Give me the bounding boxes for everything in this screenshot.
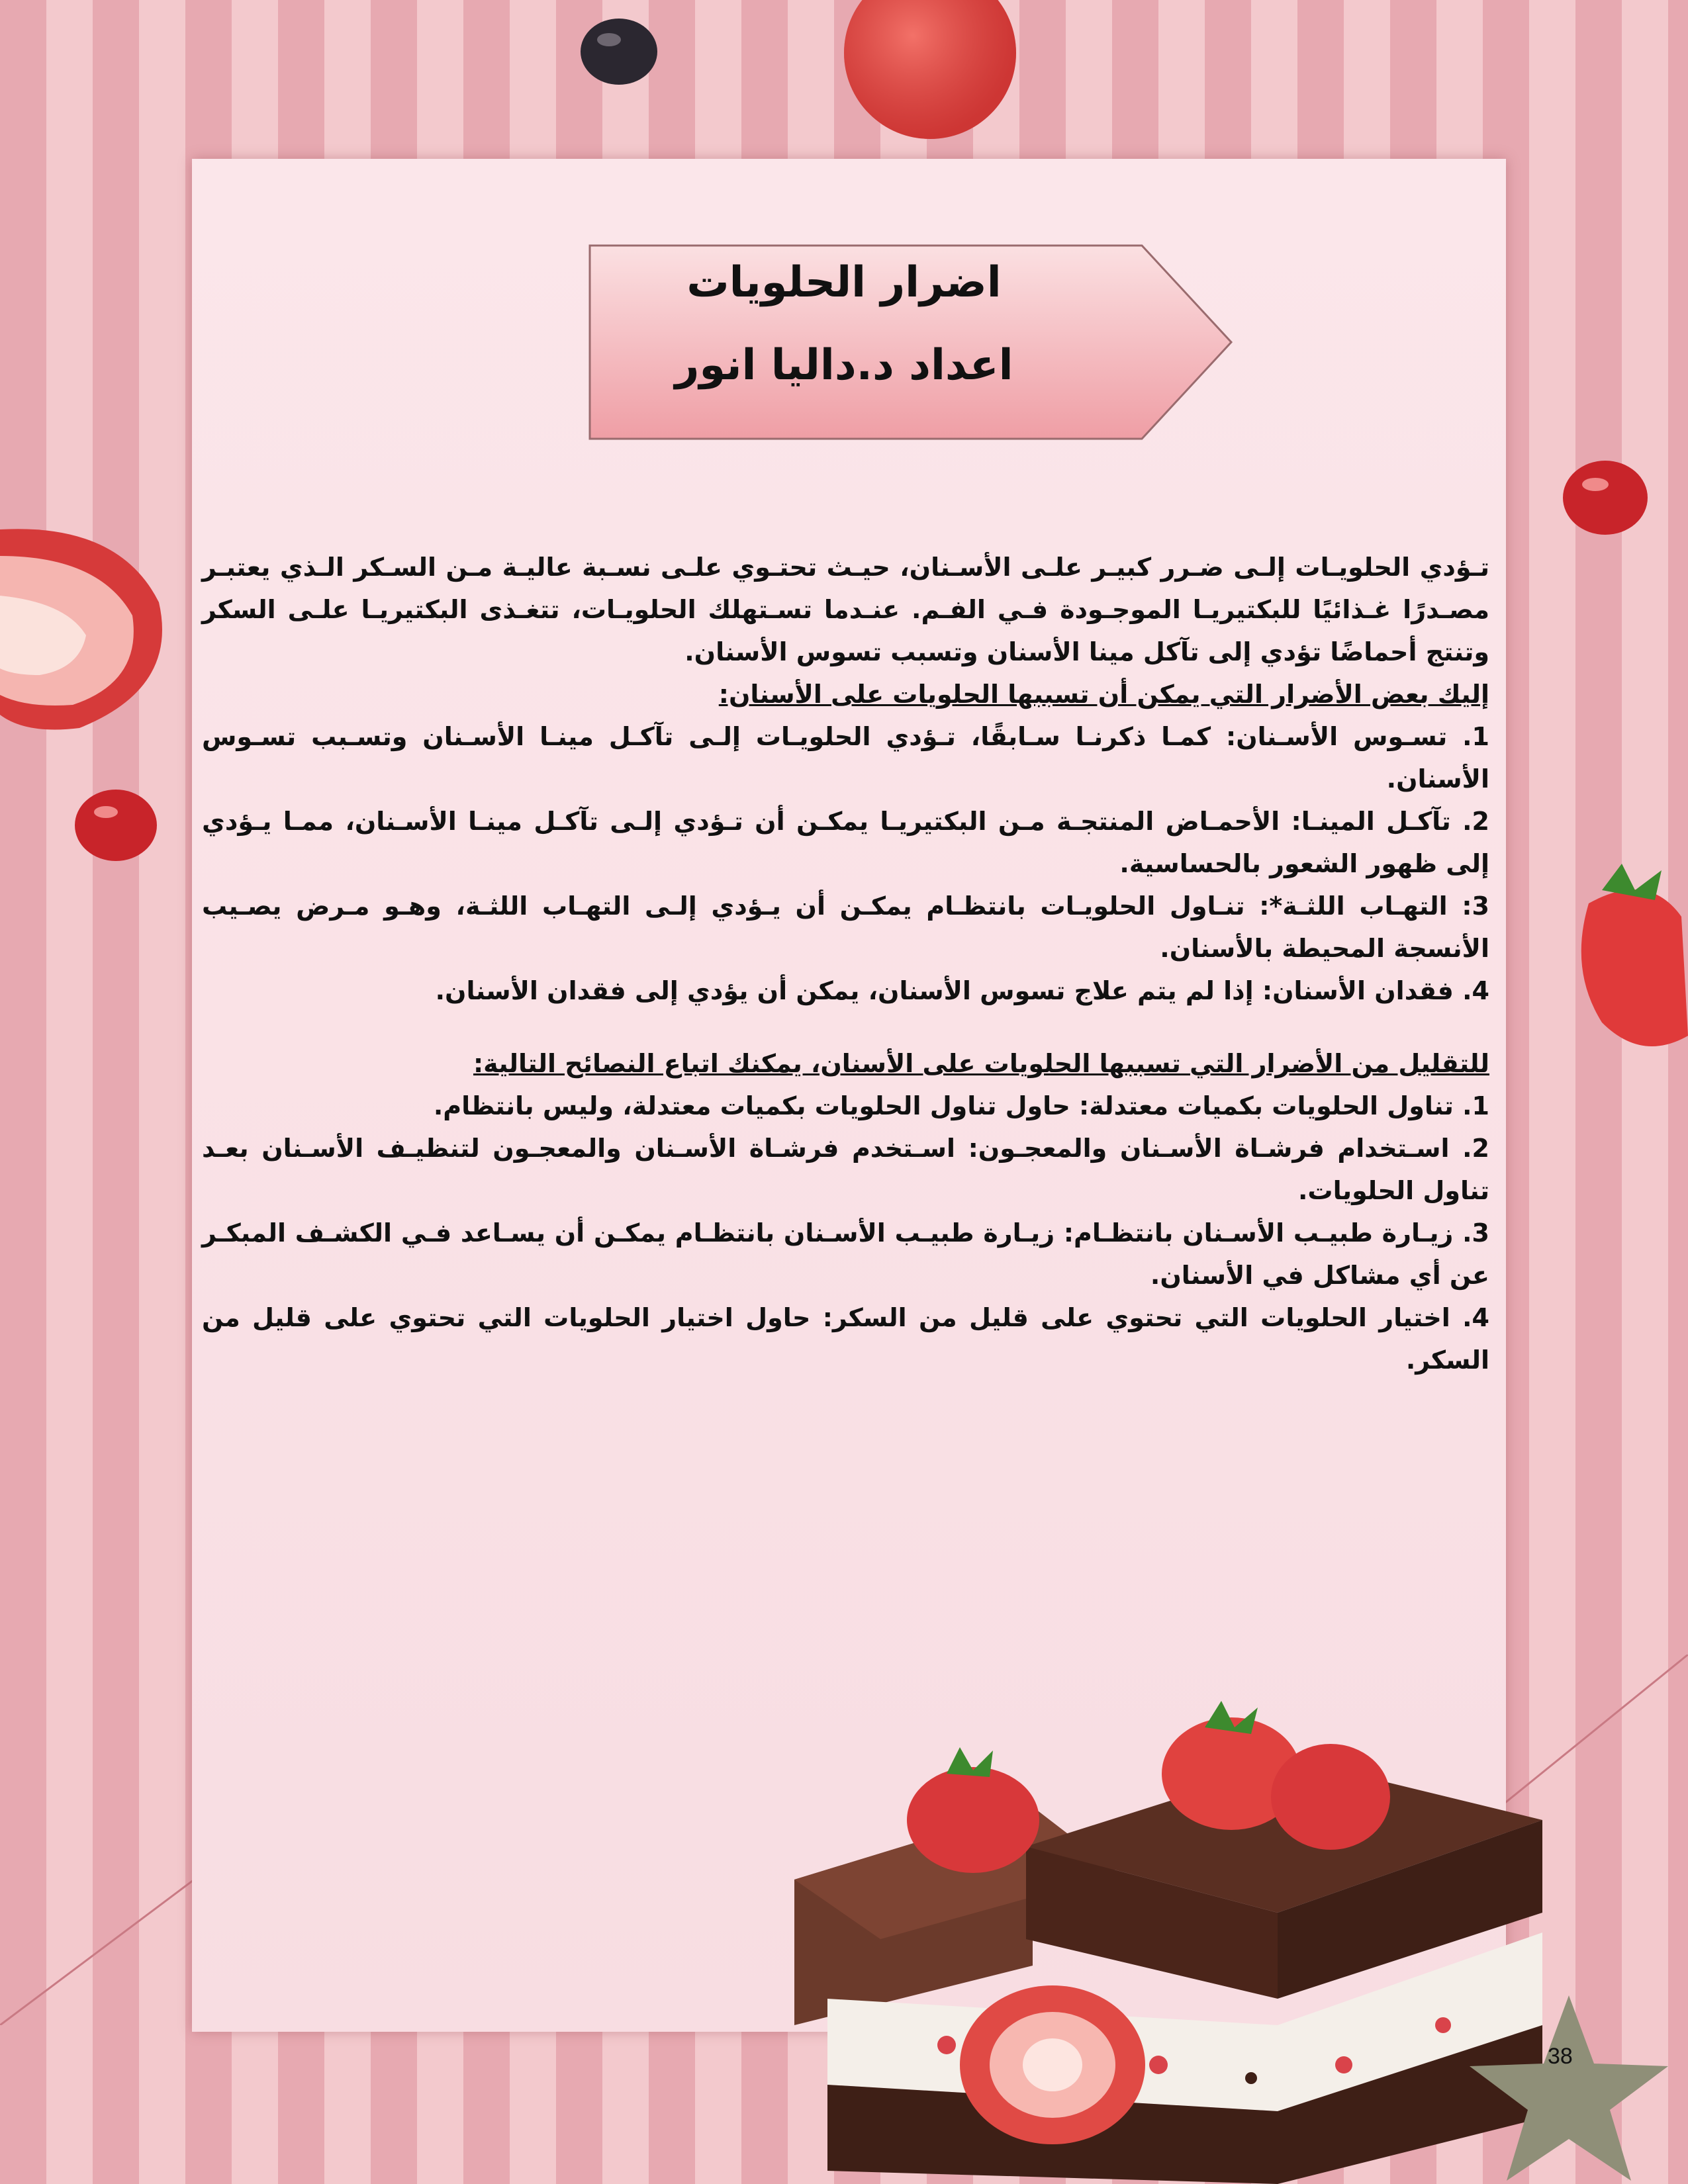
- page-number: 38: [1548, 2044, 1573, 2069]
- intro-paragraph: تـؤدي الحلويـات إلـى ضـرر كبيـر علـى الأسـنان، حيـث تحتـوي علـى نسـبة عاليـة مـن السـكر الـذي يعتبـر مصـدرًا غـذائيًا للبكتيريـا الموجـودة فـي الفـم. عنـدما تسـتهلك الحلويـات، تتغـذى البكتيريـا علـى السكر وتنتج أحماضًا تؤدي إلى تآكل مينا الأسنان وتسبب تسوس الأسنان.: [202, 553, 1489, 666]
- tip-item-1: 1. تناول الحلويات بكميات معتدلة: حاول تناول الحلويات بكميات معتدلة، وليس بانتظام.: [433, 1091, 1489, 1120]
- page-title: اضرار الحلويات: [686, 258, 1002, 307]
- strawberry-top-decoration: [837, 0, 1023, 146]
- tips-heading: للتقليل من الأضرار التي تسببها الحلويات على الأسنان، يمكنك اتباع النصائح التالية:: [473, 1049, 1489, 1078]
- strawberry-half-left-decoration: [0, 516, 199, 735]
- harm-item-4: 4. فقدان الأسنان: إذا لم يتم علاج تسوس الأسنان، يمكن أن يؤدي إلى فقدان الأسنان.: [435, 976, 1489, 1005]
- article-body: [202, 546, 1489, 1381]
- title-box: [586, 242, 1235, 443]
- strawberry-right-decoration: [1562, 864, 1688, 1062]
- author-line: اعداد د.داليا انور: [675, 341, 1013, 390]
- tip-item-3: 3. زيـارة طبيـب الأسـنان بانتظـام: زيـارة طبيـب الأسـنان بانتظـام يمكـن أن يسـاعد فـي الكشـف المبكـر عن أي مشاكل في الأسنان.: [202, 1218, 1489, 1290]
- tip-item-4: 4. اختيار الحلويات التي تحتوي على قليل من السكر: حاول اختيار الحلويات التي تحتوي على قليل من السكر.: [202, 1303, 1489, 1375]
- harms-heading: إليك بعض الأضرار التي يمكن أن تسببها الحلويات على الأسنان:: [718, 680, 1489, 709]
- cranberry-left-decoration: [70, 784, 162, 867]
- cranberry-right-decoration: [1559, 457, 1652, 539]
- harm-item-2: 2. تآكـل المينـا: الأحمـاض المنتجـة مـن البكتيريـا يمكـن أن تـؤدي إلـى تآكـل مينـا الأسـنان، ممـا يـؤدي إلى ظهور الشعور بالحساسية.: [202, 807, 1489, 878]
- cake-illustration: [748, 1655, 1575, 2184]
- blueberry-top-decoration: [576, 13, 662, 89]
- harm-item-1: 1. تسـوس الأسـنان: كمـا ذكرنـا سـابقًا، تـؤدي الحلويـات إلـى تآكـل مينـا الأسـنان وتسـبب تسـوس الأسنان.: [202, 722, 1489, 794]
- star-badge-icon: [1456, 1992, 1681, 2184]
- harm-item-3: 3: التهـاب اللثـة*: تنـاول الحلويـات بانتظـام يمكـن أن يـؤدي إلـى التهـاب اللثـة، وهـو مـرض يصـيب الأنسجة المحيطة بالأسنان.: [202, 891, 1489, 963]
- tip-item-2: 2. اسـتخدام فرشـاة الأسـنان والمعجـون: اسـتخدم فرشـاة الأسـنان والمعجـون لتنظيـف الأسـنان بعـد تناول الحلويات.: [202, 1134, 1489, 1205]
